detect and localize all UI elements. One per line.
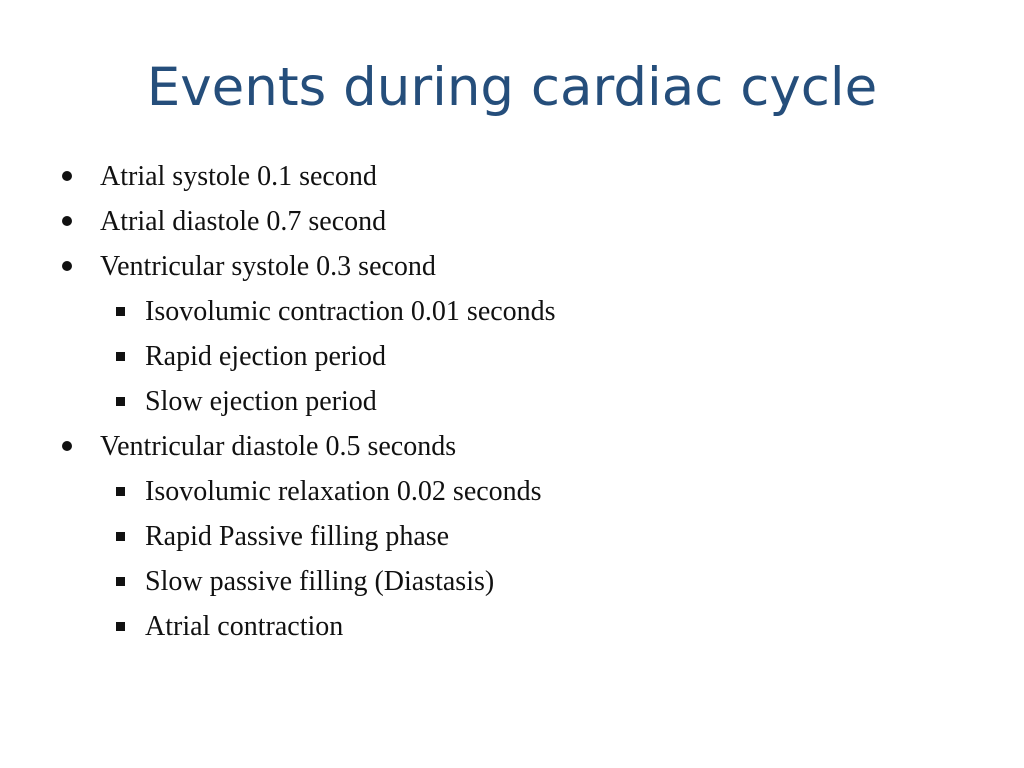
square-bullet-icon <box>116 307 125 316</box>
sub-bullet-text: Slow passive filling (Diastasis) <box>145 566 495 597</box>
sub-bullet-text: Isovolumic contraction 0.01 seconds <box>145 296 556 327</box>
sub-bullet-text: Slow ejection period <box>145 386 377 417</box>
bullet-item-ventricular-diastole <box>0 424 1024 469</box>
square-bullet-icon <box>116 577 125 586</box>
sub-bullet-item-slow-ejection <box>0 379 1024 424</box>
bullet-item-atrial-diastole <box>0 199 1024 244</box>
round-bullet-icon <box>62 441 72 451</box>
bullet-item-atrial-systole <box>0 154 1024 199</box>
bullet-list <box>0 154 1024 649</box>
sub-bullet-item-rapid-passive-filling <box>0 514 1024 559</box>
round-bullet-icon <box>62 171 72 181</box>
sub-bullet-item-isovolumic-relaxation <box>0 469 1024 514</box>
square-bullet-icon <box>116 487 125 496</box>
sub-bullet-text: Rapid Passive filling phase <box>145 521 450 552</box>
sub-bullet-text: Atrial contraction <box>145 611 344 642</box>
square-bullet-icon <box>116 397 125 406</box>
bullet-text: Ventricular systole 0.3 second <box>100 251 436 282</box>
round-bullet-icon <box>62 216 72 226</box>
sub-bullet-text: Isovolumic relaxation 0.02 seconds <box>145 476 542 507</box>
sub-bullet-item-atrial-contraction <box>0 604 1024 649</box>
bullet-item-ventricular-systole <box>0 244 1024 289</box>
round-bullet-icon <box>62 261 72 271</box>
sub-bullet-item-rapid-ejection <box>0 334 1024 379</box>
square-bullet-icon <box>116 352 125 361</box>
bullet-text: Atrial diastole 0.7 second <box>100 206 387 237</box>
square-bullet-icon <box>116 622 125 631</box>
bullet-text: Atrial systole 0.1 second <box>100 161 377 192</box>
slide-title: Events during cardiac cycle <box>146 57 878 118</box>
sub-bullet-item-slow-passive-filling <box>0 559 1024 604</box>
bullet-text: Ventricular diastole 0.5 seconds <box>100 431 457 462</box>
sub-bullet-item-isovolumic-contraction <box>0 289 1024 334</box>
sub-bullet-text: Rapid ejection period <box>145 341 387 372</box>
square-bullet-icon <box>116 532 125 541</box>
